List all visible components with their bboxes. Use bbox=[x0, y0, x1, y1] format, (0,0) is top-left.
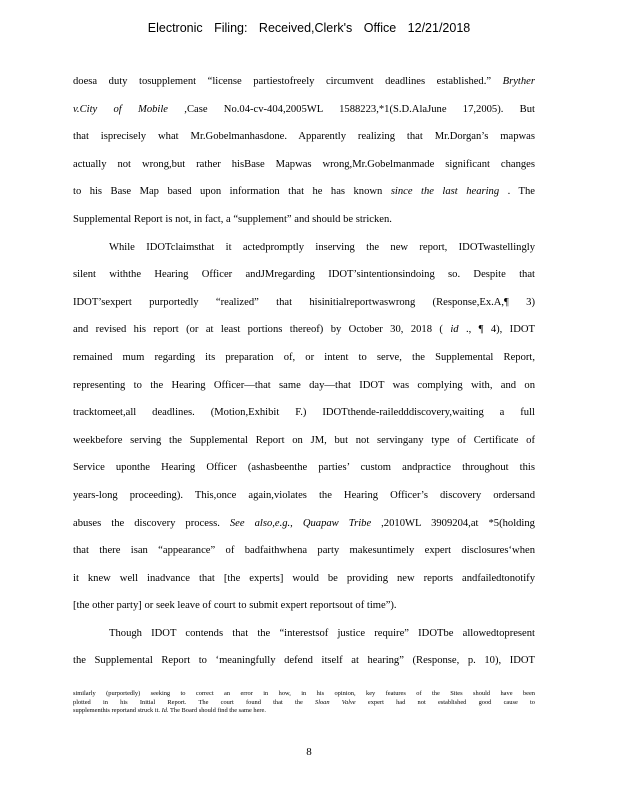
text-line: that there isan “appearance” of badfaithwhena party makesuntimely expert disclosures‘when bbox=[73, 545, 535, 557]
text-line: Though IDOT contends that the “interestsof justice require” IDOTbe allowedtopresent bbox=[109, 627, 535, 639]
text-line: it knew well inadvance that [the experts] would be providing new reports andfailedtonotify bbox=[73, 572, 535, 584]
body-text bbox=[73, 68, 535, 675]
text-line: the Supplemental Report to ‘meaningfully defend itself at hearing” (Response, p. 10), IDOT bbox=[73, 655, 535, 667]
text-line: actually not wrong,but rather hisBase Mapwas wrong,Mr.Gobelmanmade significant changes bbox=[73, 158, 535, 170]
text-line: silent withthe Hearing Officer andJMregarding IDOT’sintentionsindoing so. Despite that bbox=[73, 269, 535, 281]
text-line: v.City of Mobile ,Case No.04-cv-404,2005WL 1588223,*1(S.D.AlaJune 17,2005). But bbox=[73, 103, 535, 115]
text-line: years-long proceeding). This,once again,violates the Hearing Officer’s discovery ordersand bbox=[73, 489, 535, 501]
text-line: remained mum regarding its preparation of, or intent to serve, the Supplemental Report, bbox=[73, 351, 535, 363]
paragraph-1 bbox=[73, 68, 535, 234]
text-line: and revised his report (or at least portions thereof) by October 30, 2018 ( id ., ¶ 4), IDOT bbox=[73, 324, 535, 336]
text-line: Service uponthe Hearing Officer (ashasbeenthe parties’ custom andpractice throughout this bbox=[73, 462, 535, 474]
footnote-line: similarly (purportedly) seeking to correct an error in how, in his opinion, key features of the Sites should have been bbox=[73, 690, 535, 697]
text-line: IDOT’sexpert purportedly “realized” that hisinitialreportwaswrong (Response,Ex.A,¶ 3) bbox=[73, 296, 535, 308]
text-line: to his Base Map based upon information that he has known since the last hearing . The bbox=[73, 186, 535, 198]
text-line: While IDOTclaimsthat it actedpromptly inserving the new report, IDOTwastellingly bbox=[109, 241, 535, 253]
page-number: 8 bbox=[306, 746, 312, 758]
footnote bbox=[73, 690, 535, 716]
footnote-line: plotted in his Initial Report. The court found that the Sloan Valve expert had not established good cause to bbox=[73, 698, 535, 706]
text-line: weekbefore serving the Supplemental Report on JM, but not servingany type of Certificate of bbox=[73, 434, 535, 446]
footnote-line: supplementhis reportand struck it. Id. The Board should find the same here. bbox=[73, 707, 266, 715]
filing-header: Electronic Filing: Received,Clerk's Office 12/21/2018 bbox=[147, 21, 471, 35]
text-line: representing to the Hearing Officer—that same day—that IDOT was complying with, and on bbox=[73, 379, 535, 391]
text-line: tracktomeet,all deadlines. (Motion,Exhibit F.) IDOTthende-railedddiscovery,waiting a full bbox=[73, 407, 535, 419]
paragraph-3 bbox=[73, 620, 535, 675]
text-line: abuses the discovery process. See also,e.g., Quapaw Tribe ,2010WL 3909204,at *5(holding bbox=[73, 517, 535, 529]
paragraph-2 bbox=[73, 234, 535, 620]
text-line: that isprecisely what Mr.Gobelmanhasdone. Apparently realizing that Mr.Dorgan’s mapwas bbox=[73, 131, 535, 143]
text-line: Supplemental Report is not, in fact, a “supplement” and should be stricken. bbox=[73, 213, 392, 225]
text-line: doesa duty tosupplement “license partiestofreely circumvent deadlines established.” Bryther bbox=[73, 76, 535, 87]
text-line: [the other party] or seek leave of court to submit expert reportsout of time”). bbox=[73, 600, 397, 612]
